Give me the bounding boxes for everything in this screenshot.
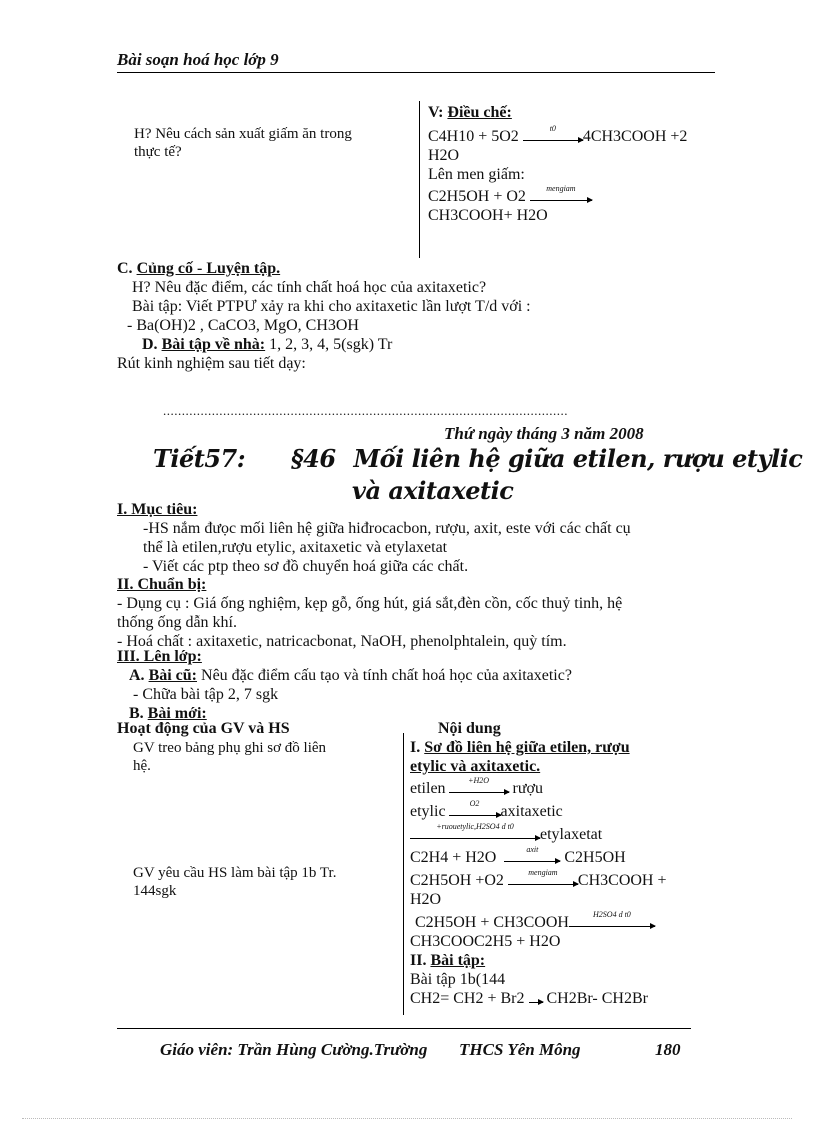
footer-rule [117,1028,691,1029]
header-rule [117,72,715,73]
lesson-title-line2: và axitaxetic [352,476,514,505]
page-bottom-edge [22,1118,792,1119]
reaction-arrow: +ruouetylic,H2SO4 d t0 [410,832,540,839]
reaction-arrow: mengiam [508,878,578,885]
old-lesson-line: A. Bài cũ: Nêu đặc điểm cấu tạo và tính chất hoá học của axitaxetic? [129,667,572,684]
reaction-arrow [529,996,543,1003]
reaction-arrow: H2SO4 d t0 [569,920,655,927]
part-lesson: III. Lên lớp: A. Bài cũ: Nêu đặc điểm cấu tạo và tính chất hoá học của axitaxetic? - Chữa bài tập 2, 7 sgk B. Bài mới: [117,648,572,722]
section-v-heading: V: Điều chế: [428,104,512,121]
part-objectives: I. Mục tiêu: -HS nắm đưọc mối liên hệ giữa hiđrocacbon, rượu, axit, este với các chất cụ thể là etilen,rượu etylic, axitaxetic và etylaxetat - Viết các ptp theo sơ đồ chuyển hoá giữa các chất. [117,501,631,575]
table-header-activities: Hoạt động của GV và HS [117,720,290,737]
reaction-arrow: O2 [449,809,501,816]
scheme-step-3: +ruouetylic,H2SO4 d t0 etylaxetat [410,825,667,844]
footer-school: THCS Yên Mông [459,1040,581,1059]
reaction-arrow: +H2O [449,786,509,793]
lesson-title-line1: Tiết57: §46 Mối liên hệ giữa etilen, rượu etylic [153,444,803,473]
equation-esterification: C2H5OH + CH3COOH H2SO4 d t0 [410,913,667,932]
table-header-content: Nội dung [438,720,501,737]
section-c: C. Củng cố - Luyện tập. H? Nêu đặc điểm, các tính chất hoá học của axitaxetic? Bài tập: Viết PTPƯ xảy ra khi cho axitaxetic lần lượt T/d với : - Ba(OH)2 , CaCO3, MgO, CH3OH D. Bài tập về nhà: 1, 2, 3, 4, 5(sgk) Tr Rút kinh nghiệm sau tiết dạy: [117,260,531,372]
diagram-heading: I. Sơ đồ liên hệ giữa etilen, rượu [410,739,630,756]
page-header-title: Bài soạn hoá học lớp 9 [117,50,279,69]
scheme-step-2: etylic O2 axitaxetic [410,798,563,820]
equation-1: C4H10 + 5O2 t0 4CH3COOH +2 [428,123,688,145]
reaction-arrow: t0 [523,134,583,141]
activity-1: GV treo bảng phụ ghi sơ đồ liên hệ. [133,740,327,774]
bottom-table-divider [403,733,404,1015]
new-lesson-line: B. Bài mới: [129,705,207,722]
section-d-line: D. Bài tập về nhà: 1, 2, 3, 4, 5(sgk) Tr [142,336,393,353]
exercise-heading: II. Bài tập: [410,952,486,969]
footer-page-number: 180 [655,1040,681,1059]
lesson-date: Thứ ngày tháng 3 năm 2008 [444,424,644,443]
reaction-arrow: mengiam [530,194,592,201]
content-column: I. Sơ đồ liên hệ giữa etilen, rượu etylic và axitaxetic. etilen +H2O rượu etylic O2 axitaxetic +ruouetylic,H2SO4 d t0 etylaxetat C2H4 + H2O axit C2H5OH C2H5OH +O2 mengiam CH3COOH + H2O C2H5OH + CH3COOH H2SO4 d t0 CH3COOC2H5 + H2O II. Bài tập: Bài tập 1b(144 CH2= CH2 + Br2 CH2Br- CH2Br [410,739,667,1007]
equation-2: C2H5OH + O2 mengiam [428,187,687,206]
equation-hydration: C2H4 + H2O axit C2H5OH [410,844,626,866]
top-left-question: H? Nêu cách sản xuất giấm ăn trong thực tế? [134,126,352,160]
footer-teacher: Giáo viên: Trần Hùng Cường.Trường [160,1040,428,1059]
activity-2: GV yêu cầu HS làm bài tập 1b Tr. 144sgk [133,865,337,899]
dotted-separator: ............................................................................................................ [163,403,568,418]
section-c-title: C. Củng cố - Luyện tập. [117,260,281,277]
top-right-content: V: Điều chế: C4H10 + 5O2 t0 4CH3COOH +2 H2O Lên men giấm: C2H5OH + O2 mengiam CH3COOH+ H2O [428,104,688,224]
scheme-step-1: etilen +H2O rượu [410,775,544,797]
top-table-divider [419,101,420,258]
reaction-arrow: axit [504,855,560,862]
equation-fermentation: C2H5OH +O2 mengiam CH3COOH + [410,867,667,889]
part-preparation: II. Chuẩn bị: - Dụng cụ : Giá ống nghiệm, kẹp gỗ, ống hút, giá sắt,đèn cồn, cốc thuỷ tinh, hệ thống ống dẫn khí. - Hoá chất : axitaxetic, natricacbonat, NaOH, phenolphtalein, quỳ tím. [117,576,623,650]
exercise-equation: CH2= CH2 + Br2 CH2Br- CH2Br [410,990,648,1007]
